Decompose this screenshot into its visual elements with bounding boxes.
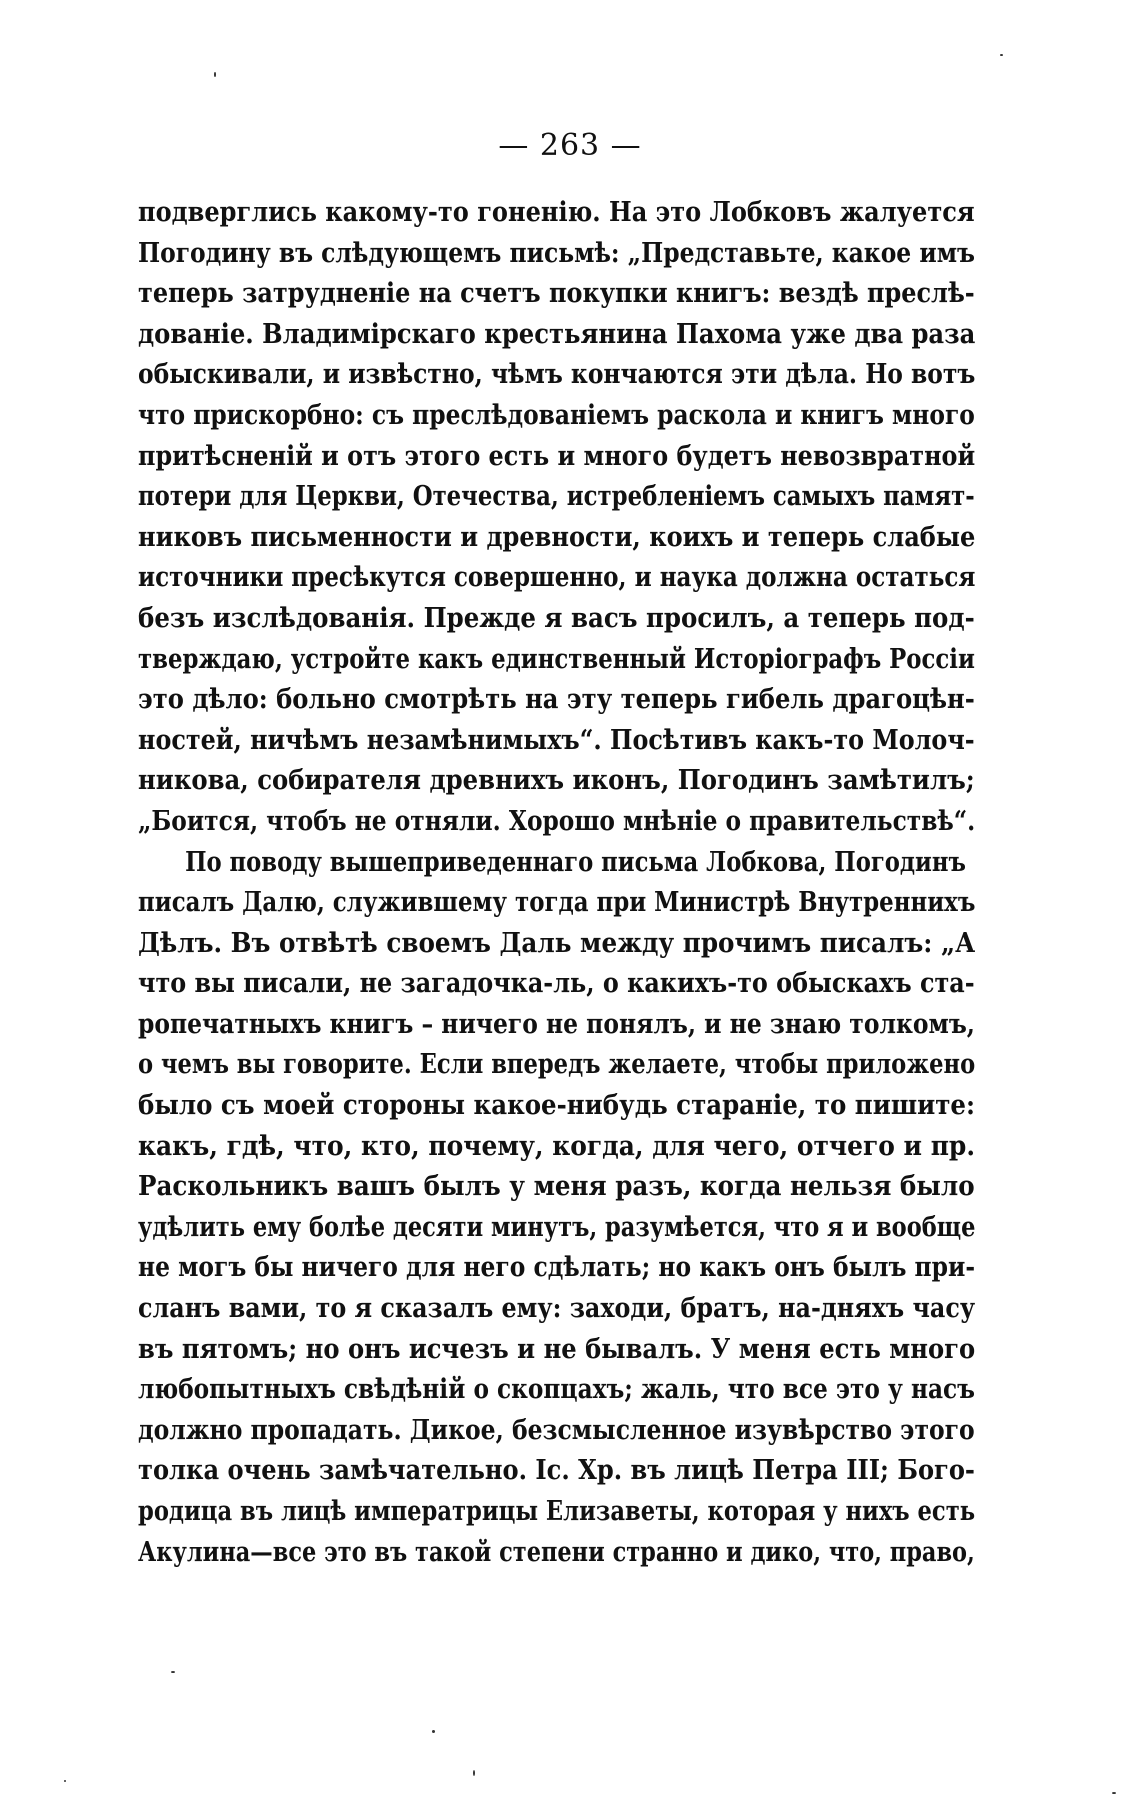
text-line: было съ моей стороны какое-нибудь стараніе, то пишите: [138,1090,975,1122]
text-line: что вы писали, не загадочка-ль, о какихъ-то обыскахъ ста- [138,968,975,1000]
text-line: „Боится, чтобъ не отняли. Хорошо мнѣніе о правительствѣ“. [138,805,976,837]
text-line: дованіе. Владимірскаго крестьянина Пахома уже два раза [138,318,976,350]
text-line: никовъ письменности и древности, коихъ и теперь слабые [138,521,976,553]
text-line: какъ, гдѣ, что, кто, почему, когда, для чего, отчего и пр. [138,1130,976,1162]
scan-speck [432,1730,435,1733]
text-line: Акулина—все это въ такой степени странно и дико, что, право, [138,1536,975,1568]
text-line: обыскивали, и извѣстно, чѣмъ кончаются эти дѣла. Но вотъ [138,359,976,391]
text-line: теперь затрудненіе на счетъ покупки книгъ: вездѣ преслѣ- [138,278,975,310]
text-line: что прискорбно: съ преслѣдованіемъ раскола и книгъ много [138,399,975,431]
text-line: Погодину въ слѣдующемъ письмѣ: „Представьте, какое имъ [138,237,975,269]
text-line: потери для Церкви, Отечества, истребленіемъ самыхъ памят- [138,481,975,513]
scan-speck [1112,1792,1116,1794]
scan-speck [171,1671,175,1673]
scan-speck [1000,54,1003,56]
text-line: тверждаю, устройте какъ единственный Исторіографъ Россіи [138,643,975,675]
text-line: никова, собирателя древнихъ иконъ, Погодинъ замѣтилъ; [138,765,975,797]
page-number: — 263 — [498,128,642,163]
text-line: источники пресѣкутся совершенно, и наука должна остаться [138,562,976,594]
scan-speck [214,72,216,77]
text-line: ностей, ничѣмъ незамѣнимыхъ“. Посѣтивъ какъ-то Молоч- [138,724,975,756]
text-line: удѣлить ему болѣе десяти минутъ, разумѣется, что я и вообще [138,1211,976,1243]
text-line: Дѣлъ. Въ отвѣтѣ своемъ Даль между прочимъ писалъ: „А [138,927,976,959]
text-line: не могъ бы ничего для него сдѣлать; но какъ онъ былъ при- [138,1252,976,1284]
paragraph-1 [138,193,975,843]
text-line: должно пропадать. Дикое, безсмысленное изувѣрство этого [138,1414,975,1446]
text-line: ропечатныхъ книгъ – ничего не понялъ, и не знаю толкомъ, [138,1008,975,1040]
text-line: это дѣло: больно смотрѣть на эту теперь гибель драгоцѣн- [138,684,975,716]
text-line: въ пятомъ; но онъ исчезъ и не бывалъ. У меня есть много [138,1333,976,1365]
text-line: толка очень замѣчательно. Іс. Хр. въ лицѣ Петра III; Бого- [138,1455,975,1487]
text-line: родица въ лицѣ императрицы Елизаветы, которая у нихъ есть [138,1496,976,1527]
text-line: любопытныхъ свѣдѣній о скопцахъ; жаль, что все это у насъ [138,1374,975,1406]
scan-speck [64,1780,66,1782]
text-line: Раскольникъ вашъ былъ у меня разъ, когда нельзя было [138,1171,975,1203]
body-text [138,193,975,1573]
scan-speck [473,1770,475,1776]
text-line: сланъ вами, то я сказалъ ему: заходи, братъ, на-дняхъ часу [138,1293,976,1325]
text-line: По поводу вышеприведеннаго письма Лобкова, Погодинъ [185,846,966,878]
text-line: безъ изслѣдованія. Прежде я васъ просилъ, а теперь под- [138,602,975,634]
text-line: писалъ Далю, служившему тогда при Министрѣ Внутреннихъ [138,887,976,919]
text-line: притѣсненій и отъ этого есть и много будетъ невозвратной [138,440,976,472]
text-line: о чемъ вы говорите. Если впередъ желаете, чтобы приложено [138,1049,976,1081]
paragraph-2 [138,843,975,1574]
text-line: подверглись какому-то гоненію. На это Лобковъ жалуется [138,197,975,228]
